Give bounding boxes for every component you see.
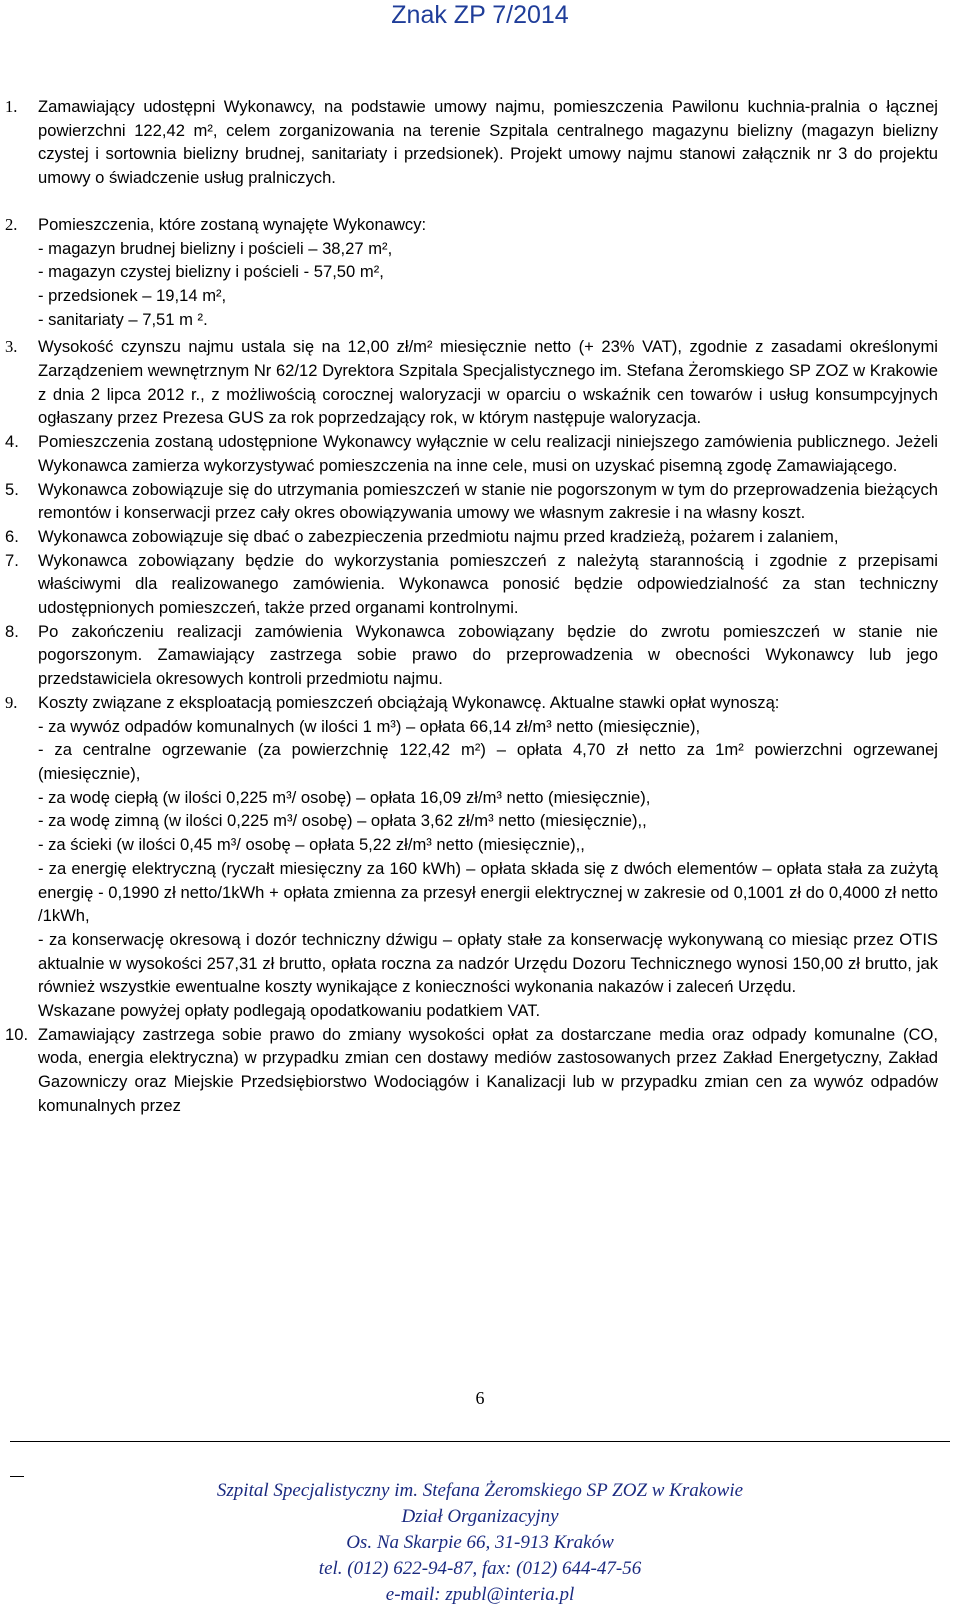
- item-number: 2.: [5, 214, 18, 234]
- fee-line: - za centralne ogrzewanie (za powierzchnię 122,42 m²) – opłata 4,70 zł netto za 1m² powierzchni ogrzewanej (miesięcznie),: [38, 740, 938, 783]
- footer-address: Os. Na Skarpie 66, 31-913 Kraków: [346, 1532, 614, 1553]
- footnote-marker: [10, 1476, 24, 1477]
- list-item-10: [0, 1023, 960, 1118]
- list-item-2: [0, 213, 960, 332]
- item-number: 4.: [5, 432, 19, 452]
- footer-hospital-name: Szpital Specjalistyczny im. Stefana Żeromskiego SP ZOZ w Krakowie: [216, 1480, 744, 1501]
- item-number: 6.: [5, 526, 19, 546]
- fee-line: - za wywóz odpadów komunalnych (w ilości 1 m³) – opłata 66,14 zł/m³ netto (miesięcznie),: [38, 716, 701, 736]
- list-item-6: [0, 525, 960, 549]
- item-text: Wykonawca zobowiązuje się dbać o zabezpieczenia przedmiotu najmu przed kradzieżą, pożarem i zalaniem,: [38, 526, 839, 546]
- item-text: Wykonawca zobowiązany będzie do wykorzystania pomieszczeń z należytą starannością i zgodnie z przepisami właściwymi dla realizowanego zamówienia. Wykonawca ponosić będzie odpowiedzialność za stan techniczny udostępnionych pomieszczeń, także przed organami kontrolnymi.: [38, 550, 938, 618]
- page-footer: [0, 1478, 960, 1608]
- document-reference: Znak ZP 7/2014: [391, 1, 569, 29]
- list-item-4: [0, 430, 960, 477]
- list-item-7: [0, 549, 960, 620]
- item-number: 5.: [5, 479, 19, 499]
- item-number: 9.: [5, 692, 18, 712]
- item-text: Wykonawca zobowiązuje się do utrzymania pomieszczeń w stanie nie pogorszonym w tym do przeprowadzenia bieżących remontów i konserwacji przez cały okres obowiązywania umowy we własnym zakresie i na własny koszt.: [38, 479, 938, 523]
- item-number: 7.: [5, 550, 19, 570]
- list-item-5: [0, 478, 960, 525]
- list-item-9: [0, 691, 960, 1023]
- item-line: - magazyn czystej bielizny i pościeli - 57,50 m²,: [38, 262, 384, 282]
- item-text: Pomieszczenia zostaną udostępnione Wykonawcy wyłącznie w celu realizacji niniejszego zamówienia publicznego. Jeżeli Wykonawca zamierza wykorzystywać pomieszczenia na inne cele, musi on uzyskać pisemną zgodę Zamawiającego.: [38, 432, 938, 475]
- item-text: Zamawiający udostępni Wykonawcy, na podstawie umowy najmu, pomieszczenia Pawilonu kuchnia-pralnia o łącznej powierzchni 122,42 m², celem zorganizowania na terenie Szpitala centralnego magazynu bielizny (magazyn bielizny czystej i sortownia bielizny brudnej, sanitariaty i przedsionek). Projekt umowy najmu stanowi załącznik nr 3 do projektu umowy o świadczenie usług pralniczych.: [38, 97, 938, 188]
- item-intro: Koszty związane z eksploatacją pomieszczeń obciążają Wykonawcę. Aktualne stawki opłat wynoszą:: [38, 692, 780, 712]
- item-number: 10.: [5, 1024, 29, 1044]
- item-number: 3.: [5, 337, 18, 357]
- fee-line: - za energię elektryczną (ryczałt miesięczny za 160 kWh) – opłata składa się z dwóch elementów – opłata stała za zużytą energię - 0,1990 zł netto/1kWh + opłata zmienna za przesył energii elektrycznej w zakresie od 0,1001 zł do 0,4000 zł netto /1kWh,: [38, 858, 938, 926]
- item-number: 8.: [5, 621, 19, 641]
- page-number: 6: [475, 1388, 485, 1408]
- document-body: [0, 95, 960, 1118]
- item-line: - sanitariaty – 7,51 m ².: [38, 309, 208, 329]
- footer-email: e-mail: zpubl@interia.pl: [385, 1584, 575, 1605]
- item-intro: Pomieszczenia, które zostaną wynajęte Wykonawcy:: [38, 214, 427, 234]
- fee-line: - za wodę ciepłą (w ilości 0,225 m³/ osobę) – opłata 16,09 zł/m³ netto (miesięcznie),: [38, 787, 651, 807]
- page-header: [0, 0, 960, 30]
- item-text: Po zakończeniu realizacji zamówienia Wykonawca zobowiązany będzie do zwrotu pomieszczeń w stanie nie pogorszonym. Zamawiający zastrzega sobie prawo do przeprowadzenia w obecności Wykonawcy lub jego przedstawiciela okresowych kontroli przedmiotu najmu.: [38, 621, 938, 689]
- footer-phone-fax: tel. (012) 622-94-87, fax: (012) 644-47-56: [318, 1558, 642, 1579]
- item-text: Zamawiający zastrzega sobie prawo do zmiany wysokości opłat za dostarczane media oraz odpady komunalne (CO, woda, energia elektryczna) w przypadku zmian cen dostawy mediów zastosowanych przez Zakład Energetyczny, Zakład Gazowniczy oraz Miejskie Przedsiębiorstwo Wodociągów i Kanalizacji lub w przypadku zmian cen za wywóz odpadów komunalnych przez: [38, 1024, 938, 1115]
- vat-note: Wskazane powyżej opłaty podlegają opodatkowaniu podatkiem VAT.: [38, 1001, 541, 1021]
- item-number: 1.: [5, 97, 18, 116]
- fee-line: - za konserwację okresową i dozór techniczny dźwigu – opłaty stałe za konserwację wykonywaną co miesiąc przez OTIS aktualnie w wysokości 257,31 zł brutto, opłata roczna za nadzór Urzędu Dozoru Technicznego wynosi 150,00 zł brutto, jak również wszystkie ewentualne koszty wynikające z konieczności wykonania nakazów i zaleceń Urzędu.: [38, 929, 938, 997]
- fee-line: - za wodę zimną (w ilości 0,225 m³/ osobę) – opłata 3,62 zł/m³ netto (miesięcznie),,: [38, 811, 647, 831]
- list-item-3: [0, 335, 960, 430]
- item-line: - przedsionek – 19,14 m²,: [38, 285, 227, 305]
- footer-department: Dział Organizacyjny: [401, 1506, 559, 1527]
- fee-line: - za ścieki (w ilości 0,45 m³/ osobę – opłata 5,22 zł/m³ netto (miesięcznie),,: [38, 835, 585, 855]
- item-line: - magazyn brudnej bielizny i pościeli – 38,27 m²,: [38, 238, 393, 258]
- list-item-8: [0, 620, 960, 691]
- footer-divider: [10, 1441, 950, 1442]
- list-item-1: [0, 95, 960, 190]
- item-text: Wysokość czynszu najmu ustala się na 12,00 zł/m² miesięcznie netto (+ 23% VAT), zgodnie z zasadami określonymi Zarządzeniem wewnętrznym Nr 62/12 Dyrektora Szpitala Specjalistycznego im. Stefana Żeromskiego SP ZOZ w Krakowie z dnia 2 lipca 2012 r., z możliwością corocznej waloryzacji w oparciu o wskaźnik cen towarów i usług konsumpcyjnych ogłaszany przez Prezesa GUS za rok poprzedzający rok, w którym następuje waloryzacja.: [38, 337, 938, 428]
